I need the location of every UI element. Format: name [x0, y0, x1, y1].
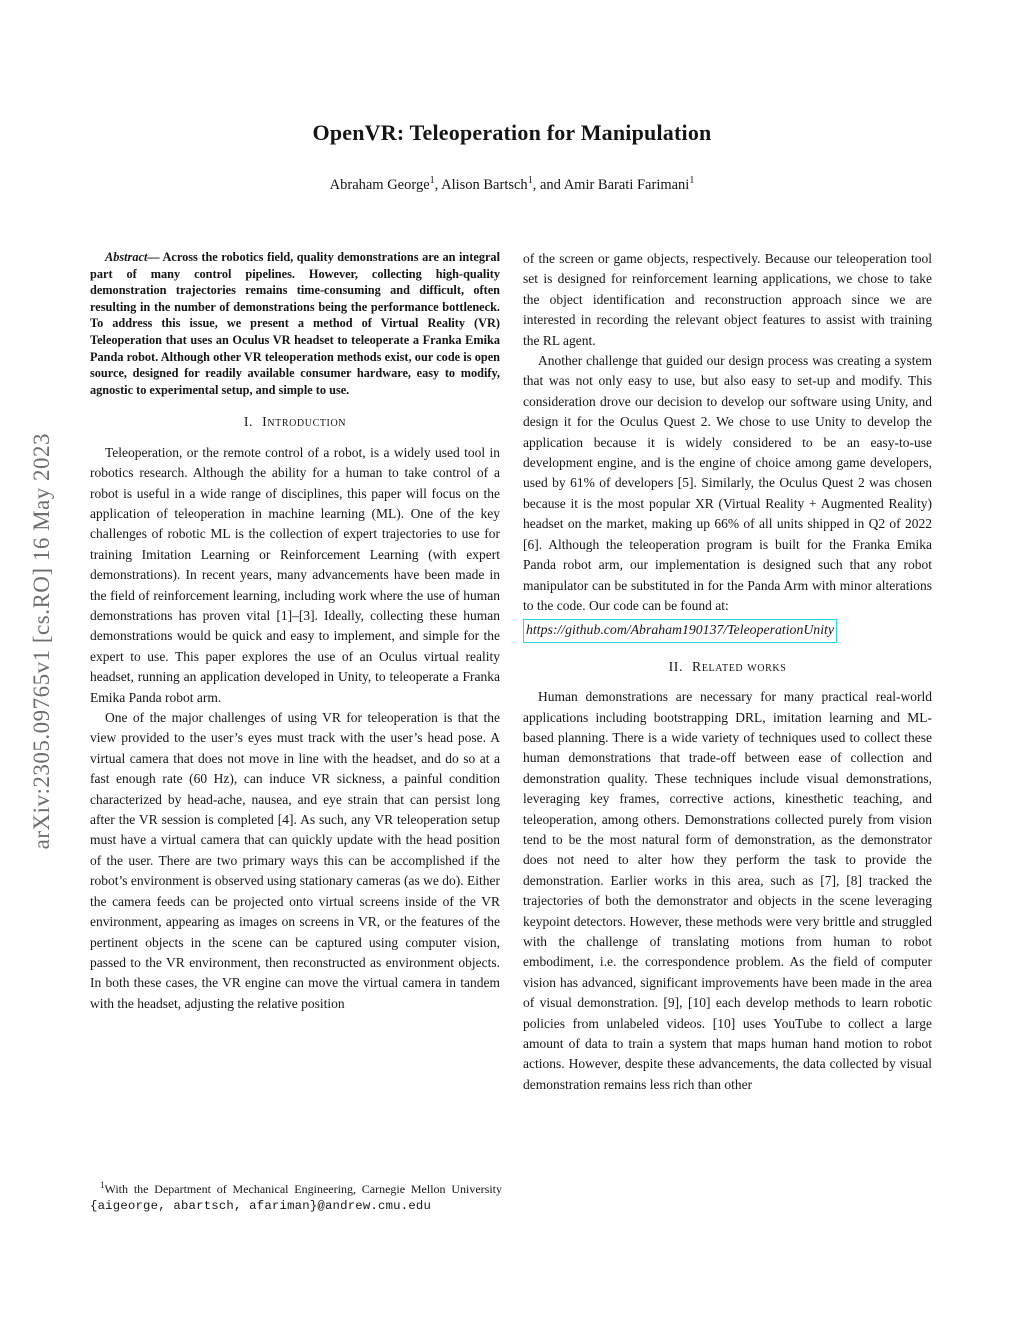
- section-number: II.: [668, 658, 684, 674]
- abstract-text: Across the robotics field, quality demonstrations are an integral part of many control pipelines. However, collecting high-quality demonstration trajectories remains time-consuming and difficult, often resulting in the number of demonstrations being the performance bottleneck. To address this issue, we present a method of Virtual Reality (VR) Teleoperation that uses an Oculus VR headset to teleoperate a Franka Emika Panda robot. Although other VR teleoperation methods exist, our code is open source, designed for readily available consumer hardware, easy to modify, agnostic to experimental setup, and simple to use.: [90, 250, 500, 397]
- related-works-paragraph-1: Human demonstrations are necessary for many practical real-world applications including bootstrapping DRL, imitation learning and ML-based planning. There is a wide variety of techniques used to collect these human demonstrations that trade-off between ease of collection and demonstration quality. These techniques include visual demonstrations, leveraging key frames, corrective actions, kinesthetic teaching, and teleoperation, among others. Demonstrations collected purely from vision tend to be the most natural form of demonstration, as the demonstrator does not need to alter how they perform the task to provide the demonstration. Earlier works in this area, such as [7], [8] tracked the trajectories of both the demonstrator and objects in the scene leveraging keypoint detectors. However, these methods were very brittle and struggled with the challenge of translating motions from human to robot embodiment, i.e. the correspondence problem. As the field of computer vision has advanced, significant improvements have been made in the area of visual demonstration. [9], [10] each develop methods to learn robotic policies from unlabeled videos. [10] uses YouTube to collect a large amount of data to train a system that maps human hand motion to robot actions. However, despite these advancements, the data collected by visual demonstration remains less rich than other: [523, 689, 932, 1092]
- intro-paragraph-3: Another challenge that guided our design process was creating a system that was not only easy to use, but also easy to set-up and modify. This consideration drove our decision to develop our software using Unity, and design it for the Oculus Quest 2. We chose to use Unity to develop the application because it is widely considered to be an easy-to-use development engine, and is the engine of choice among game developers, used by 61% of developers [5]. Similarly, the Oculus Quest 2 was chosen because it is the most popular XR (Virtual Reality + Augmented Reality) headset on the market, making up 66% of all units shipped in Q2 of 2022 [6]. Although the teleoperation program is built for the Franka Emika Panda robot arm, our implementation is designed such that any robot manipulator can be substituted in for the Panda Arm with minor alterations to the code. Our code can be found at:: [523, 353, 932, 613]
- arxiv-watermark: [20, 335, 64, 947]
- author-affiliation-mark: 1: [429, 175, 435, 187]
- paper-header: [0, 0, 1024, 194]
- left-column: [90, 249, 500, 1095]
- footnote-emails: {aigeorge, abartsch, afariman}@andrew.cmu.edu: [90, 1198, 432, 1213]
- footnote-marker: 1: [100, 1180, 105, 1190]
- author: Alison Bartsch$^1$, and: [441, 175, 564, 193]
- intro-paragraph-1: Teleoperation, or the remote control of a robot, is a widely used tool in robotics research. Although the ability for a human to take control of a robot is useful in a wide range of disciplines, this paper will focus on the application of teleoperation in machine learning (ML). One of the key challenges of robotic ML is the collection of expert trajectories to use for training Imitation Learning or Reinforcement Learning (with expert demonstrations). In recent years, many advancements have been made in the field of reinforcement learning, including work where the use of human demonstrations has proven vital [1]–[3]. Ideally, collecting these human demonstrations would be quick and easy to implement, and simple for the expert to use. This paper explores the use of an Oculus virtual reality headset, running an application developed in Unity, to teleoperate a Franka Emika Panda robot arm.: [90, 444, 500, 705]
- right-column: [523, 249, 932, 1095]
- section-heading-related-works: [523, 657, 932, 677]
- author-affiliation-mark: 1: [527, 175, 533, 187]
- abstract-paragraph: [90, 249, 500, 398]
- intro-paragraph-2-continuation: of the screen or game objects, respectively. Because our teleoperation tool set is designed for reinforcement learning applications, we chose to take the object identification and reconstruction approach since we are interested in recording the relevant object features to assist with training the RL agent.: [523, 251, 932, 348]
- footnote-text: With the Department of Mechanical Engineering, Carnegie Mellon University: [104, 1182, 502, 1196]
- arxiv-watermark-text: arXiv:2305.09765v1 [cs.RO] 16 May 2023: [29, 432, 54, 850]
- github-link[interactable]: https://github.com/Abraham190137/TeleoperationUnity: [523, 619, 837, 642]
- two-column-body: [90, 249, 932, 1095]
- section-title: Introduction: [262, 414, 347, 430]
- section-number: I.: [243, 414, 254, 430]
- abstract-label: Abstract—: [105, 250, 160, 264]
- author: Amir Barati Farimani$^1$: [563, 175, 695, 193]
- paper-title: OpenVR: Teleoperation for Manipulation: [312, 120, 712, 145]
- author-affiliation-footnote: [90, 1182, 502, 1215]
- author: Abraham George$^1$,: [329, 175, 442, 193]
- section-heading-introduction: [90, 412, 500, 432]
- code-link-line: [523, 619, 932, 642]
- authors-line: [0, 177, 1024, 194]
- intro-paragraph-2: One of the major challenges of using VR for teleoperation is that the view provided to the user’s eyes must track with the user’s head pose. A virtual camera that does not move in line with the headset, and do so at a fast enough rate (60 Hz), can induce VR sickness, a painful condition characterized by head-ache, nausea, and eye strain that can persist long after the VR session is completed [4]. As such, any VR teleoperation setup must have a virtual camera that can quickly update with the head position of the user. There are two primary ways this can be accomplished if the robot’s environment is observed using stationary cameras (as we do). Either the camera feeds can be projected onto virtual screens inside of the VR environment, appearing as images on screens in VR, or the features of the pertinent objects in the scene can be captured using computer vision, passed to the VR environment, then reconstructed as environment objects. In both these cases, the VR engine can move the virtual camera in tandem with the headset, adjusting the relative position: [90, 710, 500, 1011]
- section-title: Related works: [692, 658, 787, 674]
- author-affiliation-mark: 1: [689, 175, 695, 187]
